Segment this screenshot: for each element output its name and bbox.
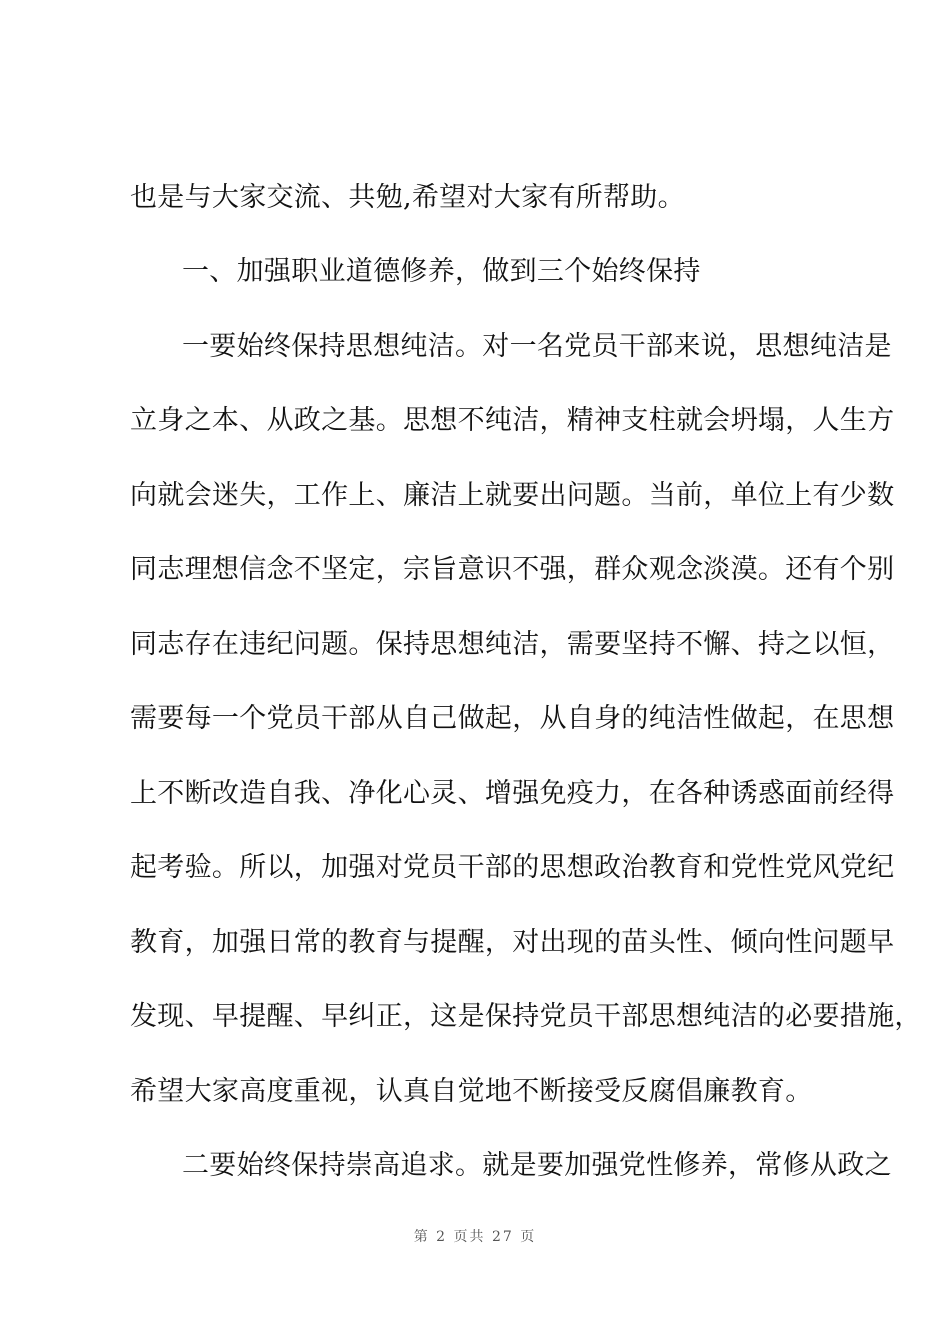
paragraph-2-line-1: 二要始终保持崇高追求。就是要加强党性修养，常修从政之: [182, 1150, 892, 1181]
section-heading-1: 一、加强职业道德修养，做到三个始终保持: [182, 256, 701, 287]
paragraph-1-line-5: 同志存在违纪问题。保持思想纯洁，需要坚持不懈、持之以恒，: [130, 629, 895, 660]
paragraph-1-line-4: 同志理想信念不坚定，宗旨意识不强，群众观念淡漠。还有个别: [130, 554, 895, 585]
paragraph-1-line-8: 起考验。所以，加强对党员干部的思想政治教育和党性党风党纪: [130, 852, 895, 883]
paragraph-1-line-7: 上不断改造自我、净化心灵、增强免疫力，在各种诱惑面前经得: [130, 778, 895, 809]
paragraph-1-line-2: 立身之本、从政之基。思想不纯洁，精神支柱就会坍塌，人生方: [130, 405, 895, 436]
paragraph-1-line-9: 教育，加强日常的教育与提醒，对出现的苗头性、倾向性问题早: [130, 927, 895, 958]
paragraph-1-line-10: 发现、早提醒、早纠正，这是保持党员干部思想纯洁的必要措施，: [130, 1001, 922, 1032]
page-number-footer: 第 2 页共 27 页: [413, 1229, 537, 1245]
paragraph-1-line-11: 希望大家高度重视，认真自觉地不断接受反腐倡廉教育。: [130, 1076, 813, 1107]
paragraph-1-line-3: 向就会迷失，工作上、廉洁上就要出问题。当前，单位上有少数: [130, 480, 895, 511]
text-line-1: 也是与大家交流、共勉,希望对大家有所帮助。: [130, 182, 685, 213]
paragraph-1-line-1: 一要始终保持思想纯洁。对一名党员干部来说，思想纯洁是: [182, 331, 892, 362]
paragraph-1-line-6: 需要每一个党员干部从自己做起，从自身的纯洁性做起，在思想: [130, 703, 895, 734]
